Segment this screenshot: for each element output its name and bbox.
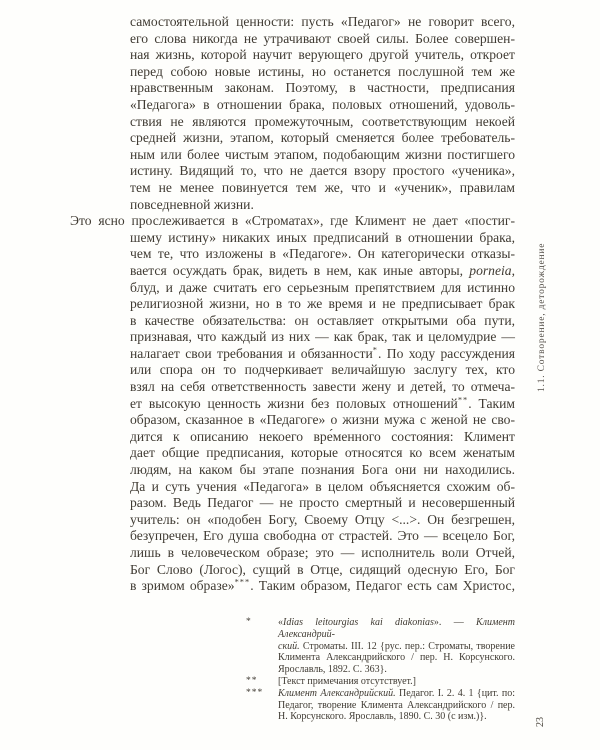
body-line: «Педагога» в отношении брака, половых отношений, удоволь- (130, 96, 515, 112)
paragraph (70, 213, 516, 595)
body-line: ствия не являются промежуточным, соответствующим некоей (130, 113, 515, 129)
italic-text: Климент Александрийский. (278, 687, 396, 699)
footnote-reference-marker: *** (234, 576, 251, 587)
body-line: Да и суть учения «Педагога» в целом объясняется схожим об- (130, 478, 515, 494)
body-line: учитель: он «подобен Богу, Своему Отцу <...>. Он безгрешен, (130, 511, 515, 527)
footnote-marker: *** (246, 687, 264, 698)
body-line: или спора он то подчеркивает величайшую заслугу тех, кто (130, 362, 515, 378)
body-line: разом. Ведь Педагог — не просто смертный и несовершенный (130, 495, 515, 511)
footnote-line: Климента Александрийского / пер. Н. Корсунского. (278, 652, 515, 664)
footnote-marker: ** (246, 675, 258, 686)
footnote-item (246, 688, 515, 723)
italic-text: Idias leitourgias kai diakonias (283, 617, 434, 628)
body-line: ная жизнь, которой научит верующего другой учитель, откроет (130, 47, 515, 63)
body-line: лишь в человеческом образе; это — исполнитель воли Отчей, (130, 545, 515, 560)
body-line: его слова никогда не утрачивают своей силы. Более совершен- (130, 30, 515, 46)
body-line: взял на себя ответственность завести жену и детей, то отмеча- (130, 379, 515, 395)
italic-text: Климент Александрий- (278, 617, 515, 640)
body-line: Бог Слово (Логос), сущий в Отце, сидящий одесную Его, Бог (130, 561, 515, 577)
footnote-reference-marker: ** (457, 394, 469, 405)
body-line: ным или более чистым этапом, подобающим жизни постигшего (130, 146, 515, 162)
footnote-line: [Текст примечания отсутствует.] (278, 675, 417, 687)
body-line: повседневной жизни. (130, 196, 254, 212)
body-line: истину. Видящий то, что не дается взору простого «ученика», (130, 163, 515, 179)
body-line: дится к описанию некоего вре́менного состояния: Климент (130, 428, 515, 444)
footnotes (246, 617, 515, 723)
page-number: 23 (535, 717, 546, 727)
body-line: чем те, что изложены в «Педагоге». Он категорически отказы- (130, 246, 515, 262)
body-line: признавая, что каждый из них — как брак, так и целомудрие — (130, 329, 515, 345)
body-line: средней жизни, этапом, который сменяется более требователь- (130, 130, 515, 146)
footnote-text (278, 688, 515, 723)
body-line: тем не менее повинуется тем же, что и «ученик», правилам (130, 179, 515, 195)
footnote-reference-marker: * (372, 344, 378, 355)
body-line: налагает свои требования и обязанности*. По ходу рассуждения (130, 344, 515, 361)
footnote-line: Н. Корсунского. Ярославль, 1890. С. 30 (с изм.)}. (278, 711, 487, 723)
body-line: людям, на каком бы этапе познания Бога они ни находились. (130, 462, 515, 478)
body-text (70, 14, 516, 595)
footnote-marker: * (246, 617, 252, 627)
body-line: нравственным законам. Поэтому, в частности, предписания (130, 80, 515, 96)
footnote-line: Ярославль, 1892. С. 363}. (278, 664, 387, 676)
paragraph (130, 14, 515, 213)
footnote-text (278, 676, 515, 688)
body-line: религиозной жизни, но в то же время и не предписывает брак (130, 296, 515, 312)
footnote-line: ский. Строматы. III. 12 {рус. пер.: Строматы, творение (278, 640, 515, 652)
footnote-line: «Idias leitourgias kai diakonias». — Климент Александрий- (278, 617, 515, 640)
body-line: безупречен, Его душа свободна от страстей. Это — всецело Бог, (130, 528, 515, 544)
body-line: шему истину» никаких иных предписаний в отношении брака, (130, 229, 515, 245)
footnote-line: Педагог, творение Климента Александрийского / пер. (278, 699, 515, 711)
body-line: Это ясно прослеживается в «Строматах», где Климент не дает «постиг- (70, 213, 515, 229)
body-line: в качестве обязательства: он оставляет открытыми оба пути, (130, 312, 515, 328)
body-line: блуд, и даже считать его серьезным препятствием для истинно (130, 279, 515, 295)
footnote-item (246, 676, 515, 688)
footnote-text (278, 617, 515, 676)
body-line: дает общие предписания, которые относятся ко всем женатым (130, 445, 515, 461)
body-line: ет высокую ценность жизни без половых отношений**. Таким (130, 394, 516, 411)
footnote-line: Климент Александрийский. Педагог. I. 2. 4. 1 {цит. по: (278, 687, 515, 699)
section-heading-vertical: 1.1. Сотворение, деторождение (537, 242, 547, 392)
body-line: перед собою новые истины, но останется послушной тем же (130, 63, 515, 79)
body-line: самостоятельной ценности: пусть «Педагог» не говорит всего, (130, 14, 515, 29)
italic-text: porneia (469, 262, 512, 278)
footnote-item (246, 617, 515, 676)
italic-text: ский. (278, 640, 300, 652)
body-line: образом, сказанное в «Педагоге» о жизни мужа с женой не сво- (130, 412, 515, 428)
body-line: вается осуждать брак, видеть в нем, как иные авторы, porneia, (130, 262, 515, 278)
body-line: в зримом образе»***. Таким образом, Педагог есть сам Христос, (130, 576, 515, 594)
